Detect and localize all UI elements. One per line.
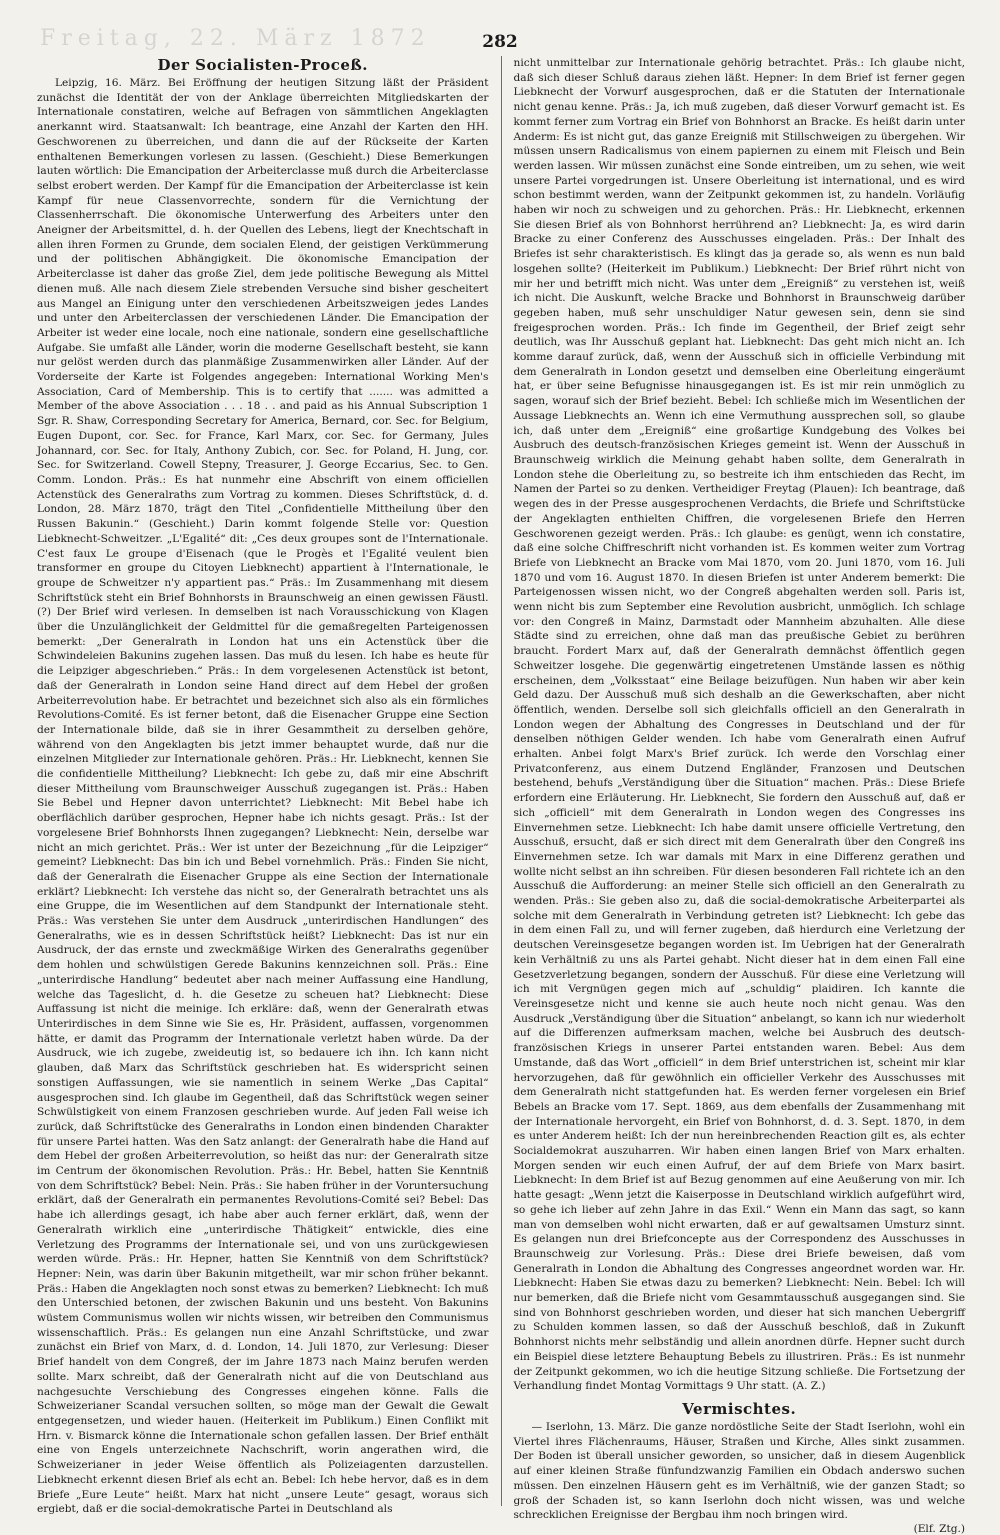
column-left [37,56,489,1516]
column-right [513,56,966,1535]
article-title: Der Socialisten-Proceß. [157,56,368,74]
article-body-left [37,76,489,1517]
misc-section [514,1400,966,1535]
article-body-right [514,56,966,1394]
misc-paragraph: — Iserlohn, 13. März. Die ganze nordöstliche Seite der Stadt Iserlohn, wohl ein Viertel ihres Flächenraums, Häuser, Straßen und Kirche, Alles sinkt zusammen. Der Boden ist überall unsicher geworden, so unsicher, daß in diesem Augenblick auf einer kleinen Straße fünfundzwanzig Familien ein Obdach anderswo suchen müssen. Den einzelnen Häusern geht es im Verhältniß, wie der ganzen Stadt; so groß der Schaden ist, so kann Iserlohn doch nicht wissen, was und welche schrecklichen Ereignisse der Bergbau ihm noch bringen wird. [513,1420,965,1522]
article-continuation: nicht unmittelbar zur Internationale gehörig betrachtet. Präs.: Ich glaube nicht, daß sich dieser Schluß daraus ziehen läßt. Hepner: In dem Brief ist ferner gegen Liebknecht der Vorwurf ausgesprochen, daß er die Statuten der Internationale nicht genau kenne. Präs.: Ja, ich muß zugeben, daß dieser Vorwurf gemacht ist. Es kommt ferner zum Vortrag ein Brief von Bohnhorst an Bracke. Es heißt darin unter Anderm: Es ist nicht gut, das ganze Ereigniß mit Stillschweigen zu übergehen. Wir müssen unsern Radicalismus von einem papiernen zu einem mit Fleisch und Bein werden lassen. Wir müssen zunächst eine Sonde eintreiben, um zu sehen, wie weit unsere Partei vorgedrungen ist. Unsere Oberleitung ist international, und es wird schon bestimmt werden, wann der Zeitpunkt gekommen ist, zu handeln. Vorläufig haben wir noch zu schweigen und zu gehorchen. Präs.: Hr. Liebknecht, erkennen Sie diesen Brief als von Bohnhorst herrührend an? Liebknecht: Ja, es wird darin Bracke zu einer Conferenz des Ausschusses eingeladen. Präs.: Der Inhalt des Briefes ist sehr charakteristisch. Es klingt das ja gerade so, als wenn es nun bald losgehen sollte? (Heiterkeit im Publikum.) Liebknecht: Der Brief rührt nicht von mir her und betrifft mich nicht. Was unter dem „Ereigniß“ zu verstehen ist, weiß ich nicht. Die Auskunft, welche Bracke und Bohnhorst in Braunschweig darüber gegeben haben, muß sehr unschuldiger Natur gewesen sein, denn sie sind freigesprochen worden. Präs.: Ich finde im Gegentheil, der Brief zeigt sehr deutlich, was Ihr Ausschuß geplant hat. Liebknecht: Das geht mich nicht an. Ich komme darauf zurück, daß, wenn der Ausschuß sich in officielle Verbindung mit dem Generalrath in London gesetzt und demselben eine Oberleitung eingeräumt hat, er über seine Befugnisse hinausgegangen ist. Es ist mir rein unmöglich zu sagen, worauf sich der Brief bezieht. Bebel: Ich schließe mich im Wesentlichen der Aussage Liebknechts an. Wenn ich eine Vermuthung aussprechen soll, so glaube ich, daß unter dem „Ereigniß“ eine großartige Kundgebung des Volkes bei Ausbruch des deutsch-französischen Krieges gemeint ist. Wenn der Ausschuß in Braunschweig wirklich die Meinung gehabt haben sollte, dem Generalrath in London stehe die Oberleitung zu, so bestreite ich ihm entschieden das Recht, im Namen der Partei so zu denken. Vertheidiger Freytag (Plauen): Ich beantrage, daß wegen des in der Presse ausgesprochenen Verdachts, die Briefe und Schriftstücke der Angeklagten enthielten Chiffren, die vorgelesenen Briefe den Herren Geschworenen gezeigt werden. Präs.: Ich glaube: es genügt, wenn ich constatire, daß eine solche Chiffreschrift nicht vorhanden ist. Es kommen weiter zum Vortrag Briefe von Liebknecht an Bracke vom Mai 1870, vom 20. Juni 1870, vom 16. Juli 1870 und vom 16. August 1870. In diesen Briefen ist unter Anderem bemerkt: Die Parteigenossen wissen nicht, wo der Congreß abgehalten werden soll. Paris ist, wenn nicht bis zum September eine Revolution ausbricht, unmöglich. Ich schlage vor: den Congreß in Mainz, Darmstadt oder Mannheim abzuhalten. Alle diese Städte sind zu erreichen, ohne daß man das preußische Gebiet zu berühren braucht. Fordert Marx auf, daß der Generalrath demnächst öffentlich gegen Schweitzer losgehe. Die gegenwärtig eingetretenen Umstände lassen es nöthig erscheinen, dem „Volksstaat“ eine Beilage beizufügen. Nun haben wir aber kein Geld dazu. Der Ausschuß muß sich deshalb an die Gewerkschaften, aber nicht öffentlich, wenden. Derselbe soll sich gleichfalls officiell an den Generalrath in London wegen der Abhaltung des Congresses in Deutschland und der für denselben nöthigen Gelder wenden. Ich habe vom Generalrath einen Aufruf erhalten. Anbei folgt Marx's Brief zurück. Ich werde den Vorschlag einer Privatconferenz, aus einem Dutzend Engländer, Franzosen und Deutschen bestehend, behufs „Verständigung über die Situation“ machen. Präs.: Diese Briefe erfordern eine Erläuterung. Hr. Liebknecht, Sie fordern den Ausschuß auf, daß er sich „officiell“ mit dem Generalrath in London wegen des Congresses ins Einvernehmen setze. Liebknecht: Ich habe damit unsere officielle Vertretung, den Ausschuß, ersucht, daß er sich direct mit dem Generalrath über den Congreß ins Einvernehmen setze. Ich war damals mit Marx in eine Differenz gerathen und wollte nicht selbst an ihn schreiben. Für diesen besonderen Fall richtete ich an den Ausschuß die Aufforderung: an meiner Stelle sich officiell an den Generalrath zu wenden. Präs.: Sie geben also zu, daß die social-demokratische Arbeiterpartei als solche mit dem Generalrath in Verbindung getreten ist? Liebknecht: Ich gebe das in dem einen Fall zu, und will ferner zugeben, daß hierdurch eine Verletzung der deutschen Vereinsgesetze begangen worden ist. Im Uebrigen hat der Generalrath kein Verhältniß zu uns als Partei gehabt. Nicht dieser hat in dem einen Fall eine Gesetzverletzung begangen, sondern der Ausschuß. Für diese eine Verletzung will ich mit Vergnügen gegen mich auf „schuldig“ plaidiren. Ich kannte die Vereinsgesetze nicht und kenne sie auch heute noch nicht genau. Was den Ausdruck „Verständigung über die Situation“ anbelangt, so kann ich nur wiederholt auf die Differenzen aufmerksam machen, welche bei Ausbruch des deutsch-französischen Kriegs in unserer Partei entstanden waren. Bebel: Aus dem Umstande, daß das Wort „officiell“ in dem Brief unterstrichen ist, scheint mir klar hervorzugehen, daß für gewöhnlich ein officieller Verkehr des Ausschusses mit dem Generalrath nicht stattgefunden hat. Es werden ferner vorgelesen ein Brief Bebels an Bracke vom 17. Sept. 1869, aus dem ebenfalls der Zusammenhang mit der Internationale hervorgeht, ein Brief von Bohnhorst, d. d. 3. Sept. 1870, in dem es unter Anderem heißt: Ich der nun hereinbrechenden Reaction gilt es, als echter Socialdemokrat auszuharren. Wir haben einen langen Brief von Marx erhalten. Morgen senden wir euch einen Aufruf, der auf dem Briefe von Marx basirt. Liebknecht: In dem Brief ist auf Bezug genommen auf eine Aeußerung von mir. Ich hatte gesagt: „Wenn jetzt die Kaiserposse in Deutschland wirklich aufgeführt wird, so gehe ich lieber auf zehn Jahre in das Exil.“ Wenn ein Mann das sagt, so kann man von demselben wohl nicht erwarten, daß er auf gewaltsamen Umsturz sinnt. Es gelangen nun drei Briefconcepte aus der Correspondenz des Ausschusses in Braunschweig zur Vorlesung. Präs.: Diese drei Briefe beweisen, daß vom Generalrath in London die Abhaltung des Congresses angeordnet worden war. Hr. Liebknecht: Haben Sie etwas dazu zu bemerken? Liebknecht: Nein. Bebel: Ich will nur bemerken, daß die Briefe nicht vom Gesammtausschuß ausgegangen sind. Sie sind von Bohnhorst geschrieben worden, und dieser hat sich manchen Uebergriff zu Schulden kommen lassen, so daß der Ausschuß beschloß, daß in Zukunft Bohnhorst nichts mehr selbständig und allein anordnen dürfe. Hepner sucht durch ein Beispiel diese letztere Behauptung Bebels zu illustriren. Präs.: Es ist nunmehr der Zeitpunkt gekommen, wo ich die heutige Sitzung schließe. Die Fortsetzung der Verhandlung findet Montag Vormittags 9 Uhr statt. (A. Z.) [513,57,965,1393]
column-rule [501,56,502,1506]
misc-source: (Elf. Ztg.) [913,1522,965,1535]
misc-body [514,1420,966,1523]
page-number: 282 [482,32,518,52]
article-paragraph: Leipzig, 16. März. Bei Eröffnung der heutigen Sitzung läßt der Präsident zunächst die Identität der von der Anklage überreichten Mitgliedskarten der Internationale constatiren, welche auf Befragen von sämmtlichen Angeklagten anerkannt wird. Staatsanwalt: Ich beantrage, eine Anzahl der Karten den HH. Geschworenen zu überreichen, und dann die auf der Rückseite der Karten enthaltenen Bemerkungen vorlesen zu lassen. (Geschieht.) Diese Bemerkungen lauten wörtlich: Die Emancipation der Arbeiterclasse muß durch die Arbeiterclasse selbst erobert werden. Der Kampf für die Emancipation der Arbeiterclasse ist kein Kampf für neue Classenvorrechte, sondern für die Vernichtung der Classenherrschaft. Die ökonomische Unterwerfung des Arbeiters unter den Aneigner der Arbeitsmittel, d. h. der Quellen des Lebens, liegt der Knechtschaft in allen ihren Formen zu Grunde, dem socialen Elend, der geistigen Verkümmerung und der politischen Abhängigkeit. Die ökonomische Emancipation der Arbeiterclasse ist daher das große Ziel, dem jede politische Bewegung als Mittel dienen muß. Alle nach diesem Ziele strebenden Versuche sind bisher gescheitert aus Mangel an Einigung unter den verschiedenen Arbeitszweigen jedes Landes und unter den Arbeiterclassen der verschiedenen Länder. Die Emancipation der Arbeiter ist weder eine locale, noch eine nationale, sondern eine gesellschaftliche Aufgabe. Sie umfaßt alle Länder, worin die moderne Gesellschaft besteht, sie kann nur gelöst werden durch das planmäßige Zusammenwirken aller Länder. Auf der Vorderseite der Karte ist Folgendes angegeben: International Working Men's Association, Card of Membership. This is to certify that ....... was admitted a Member of the above Association . . . 18 . . and paid as his Annual Subscription 1 Sgr. R. Shaw, Corresponding Secretary for America, Bernard, cor. Sec. for Belgium, Eugen Dupont, cor. Sec. for France, Karl Marx, cor. Sec. for Germany, Jules Johannard, cor. Sec. for Italy, Anthony Zubich, cor. Sec. for Poland, H. Jung, cor. Sec. for Switzerland. Cowell Stepny, Treasurer, J. George Eccarius, Sec. to Gen. Comm. London. Präs.: Es hat nunmehr eine Abschrift von einem officiellen Actenstück des Generalraths zum Vortrag zu kommen. Dieses Schriftstück, d. d. London, 28. März 1870, trägt den Titel „Confidentielle Mittheilung über den Russen Bakunin.“ (Geschieht.) Darin kommt folgende Stelle vor: Question Liebknecht-Schweitzer. „L'Egalité“ dit: „Ces deux groupes sont de l'Internationale. C'est faux Le groupe d'Eisenach (que le Progès et l'Egalité veulent bien transformer en groupe du Citoyen Liebknecht) appartient à l'Internationale, le groupe de Schweitzer n'y appartient pas.“ Präs.: Im Zusammenhang mit diesem Schriftstück steht ein Brief Bohnhorsts in Braunschweig an einen gewissen Fäustl. (?) Der Brief wird verlesen. In demselben ist nach Vorausschickung von Klagen über die Unzulänglichkeit der Geldmittel für die gemaßregelten Parteigenossen bemerkt: „Der Generalrath in London hat uns ein Actenstück über die Schwindeleien Bakunins zugehen lassen. Das muß du lesen. Ich habe es heute für die Leipziger abgeschrieben.“ Präs.: In dem vorgelesenen Actenstück ist betont, daß der Generalrath in London seine Hand direct auf dem Hebel der großen Arbeiterrevolution habe. Er betrachtet und bezeichnet sich also als ein förmliches Revolutions-Comité. Es ist ferner betont, daß die Eisenacher Gruppe eine Section der Internationale bilde, daß sie in ihrer Gesammtheit zu derselben gehöre, während von den Angeklagten bis jetzt immer behauptet wurde, daß nur die einzelnen Mitglieder zur Internationale gehören. Präs.: Hr. Liebknecht, kennen Sie die confidentielle Mittheilung? Liebknecht: Ich gebe zu, daß mir eine Abschrift dieser Mittheilung vom Braunschweiger Ausschuß zugegangen ist. Präs.: Haben Sie Bebel und Hepner davon unterrichtet? Liebknecht: Mit Bebel habe ich oberflächlich darüber gesprochen, Hepner habe ich nichts gesagt. Präs.: Ist der vorgelesene Brief Bohnhorsts Ihnen zugegangen? Liebknecht: Nein, derselbe war nicht an mich gerichtet. Präs.: Wer ist unter der Bezeichnung „für die Leipziger“ gemeint? Liebknecht: Das bin ich und Bebel vornehmlich. Präs.: Finden Sie nicht, daß der Generalrath die Eisenacher Gruppe als eine Section der Internationale erklärt? Liebknecht: Ich verstehe das nicht so, der Generalrath betrachtet uns als eine Gruppe, die im Wesentlichen auf dem Standpunkt der Internationale steht. Präs.: Was verstehen Sie unter dem Ausdruck „unterirdischen Handlungen“ des Generalraths, wie es in dessen Schriftstück heißt? Liebknecht: Das ist nur ein Ausdruck, der das ernste und zweckmäßige Wirken des Generalraths gegenüber dem hohlen und schwülstigen Gerede Bakunins kennzeichnen soll. Präs.: Eine „unterirdische Handlung“ bedeutet aber nach meiner Auffassung eine Handlung, welche das Tageslicht, d. h. die Gesetze zu scheuen hat? Liebknecht: Diese Auffassung ist nicht die meinige. Ich erkläre: daß, wenn der Generalrath etwas Unterirdisches in dem Sinne wie Sie es, Hr. Präsident, auffassen, vorgenommen hätte, er damit das Programm der Internationale verletzt haben würde. Da der Ausdruck, wie ich zugebe, zweideutig ist, so bedauere ich ihn. Ich kann nicht glauben, daß Marx das Schriftstück geschrieben hat. Es widerspricht seinen sonstigen Auffassungen, wie sie namentlich in seinem Werke „Das Capital“ ausgesprochen sind. Ich glaube im Gegentheil, daß das Schriftstück wegen seiner Schwülstigkeit von einem Franzosen geschrieben wurde. Auf jeden Fall weise ich zurück, daß Schriftstücke des Generalraths in London einen bindenden Charakter für unsere Partei hatten. Was den Satz anlangt: der Generalrath habe die Hand auf dem Hebel der großen Arbeiterrevolution, so heißt das nur: der Generalrath sitze im Centrum der ökonomischen Revolution. Präs.: Hr. Bebel, hatten Sie Kenntniß von dem Schriftstück? Bebel: Nein. Präs.: Sie haben früher in der Voruntersuchung erklärt, daß der Generalrath ein permanentes Revolutions-Comité sei? Bebel: Das habe ich allerdings gesagt, ich habe aber auch ferner erklärt, daß, wenn der Generalrath wirklich eine „unterirdische Thätigkeit“ entwickle, dies eine Verletzung des Programms der Internationale sei, und von uns zurückgewiesen werden würde. Präs.: Hr. Hepner, hatten Sie Kenntniß von dem Schriftstück? Hepner: Nein, was darin über Bakunin mitgetheilt, war mir schon früher bekannt. Präs.: Haben die Angeklagten noch sonst etwas zu bemerken? Liebknecht: Ich muß den Unterschied betonen, der zwischen Bakunin und uns besteht. Von Bakunins wüstem Communismus wollen wir nichts wissen, wir betreiben den Communismus wissenschaftlich. Präs.: Es gelangen nun eine Anzahl Schriftstücke, und zwar zunächst ein Brief von Marx, d. d. London, 14. Juli 1870, zur Verlesung: Dieser Brief handelt von dem Congreß, der im Jahre 1873 nach Mainz berufen werden sollte. Marx schreibt, daß der Generalrath nicht auf die von Deutschland aus nachgesuchte Verschiebung des Congresses eingehen könne. Falls die Schweizerianer Scandal versuchen sollten, so möge man der Gewalt die Gewalt entgegensetzen, und wieder hauen. (Heiterkeit im Publikum.) Einen Conflikt mit Hrn. v. Bismarck könne die Internationale schon gefallen lassen. Der Brief enthält eine von Engels unterzeichnete Nachschrift, worin angerathen wird, die Schweizerianer in jeder Weise öffentlich als Polizeiagenten darzustellen. Liebknecht erkennt diesen Brief als echt an. Bebel: Ich hebe hervor, daß es in dem Briefe „Eure Leute“ heißt. Marx hat nicht „unsere Leute“ gesagt, woraus sich ergiebt, daß er die social-demokratische Partei in Deutschland als [37,77,489,1516]
bleed-through-header: Freitag, 22. März 1872 [40,26,431,51]
columns [37,56,965,1535]
misc-title: Vermischtes. [682,1399,797,1418]
